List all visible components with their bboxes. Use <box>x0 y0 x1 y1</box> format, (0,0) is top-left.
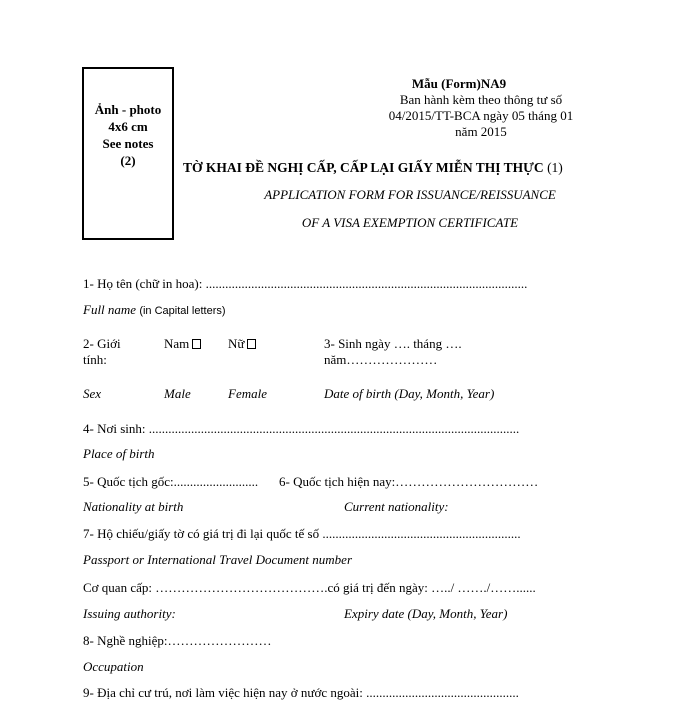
title-note-ref: (1) <box>547 160 563 175</box>
dob-field[interactable]: 3- Sinh ngày …. tháng …. <box>324 336 462 351</box>
nationality-birth-field[interactable]: 5- Quốc tịch gốc:.......................... <box>83 474 259 489</box>
dob-year-field[interactable]: năm………………… <box>324 352 438 367</box>
issuance-note <box>378 92 584 140</box>
form-code: Mẫu (Form)NA9 <box>411 76 507 91</box>
title-english-line-1: APPLICATION FORM FOR ISSUANCE/REISSUANCE <box>264 187 556 202</box>
sex-label-en: Sex <box>83 386 102 401</box>
expiry-date-label-en: Expiry date (Day, Month, Year) <box>344 606 508 621</box>
male-option[interactable] <box>164 336 201 352</box>
title-vn-text: TỜ KHAI ĐỀ NGHỊ CẤP, CẤP LẠI GIẤY MIỄN THỊ THỰC <box>183 160 544 175</box>
male-label-vn: Nam <box>164 336 190 351</box>
issuance-line-1: Ban hành kèm theo thông tư số <box>399 92 563 107</box>
sex-label-vn: 2- Giới <box>83 336 121 351</box>
title-english-line-2: OF A VISA EXEMPTION CERTIFICATE <box>301 215 519 230</box>
full-name-field[interactable]: 1- Họ tên (chữ in hoa): ................................................................................................... <box>83 276 528 291</box>
sex-label-vn-2: tính: <box>83 352 107 367</box>
photo-see-notes: See notes <box>102 136 154 151</box>
dob-label-en: Date of birth (Day, Month, Year) <box>324 386 495 401</box>
occupation-label-en: Occupation <box>83 659 144 674</box>
male-label-en: Male <box>164 386 191 401</box>
full-name-en: Full name <box>83 302 137 317</box>
foreign-address-field[interactable]: 9- Địa chỉ cư trú, nơi làm việc hiện nay ở nước ngoài: ............................................... <box>83 685 519 700</box>
female-label-vn: Nữ <box>228 336 245 351</box>
title-vietnamese <box>183 160 563 176</box>
photo-instructions <box>84 101 172 169</box>
photo-line: Ảnh - photo <box>94 102 162 117</box>
full-name-label-en <box>83 302 226 318</box>
female-label-en: Female <box>228 386 267 401</box>
nationality-birth-label-en: Nationality at birth <box>83 499 184 514</box>
passport-number-field[interactable]: 7- Hộ chiếu/giấy tờ có giá trị đi lại quốc tế số ............................................................. <box>83 526 521 541</box>
current-nationality-label-en: Current nationality: <box>344 499 449 514</box>
female-checkbox[interactable] <box>247 339 256 349</box>
capital-letters-note: (in Capital letters) <box>139 305 226 317</box>
female-option[interactable] <box>228 336 256 352</box>
photo-note-ref: (2) <box>120 153 136 168</box>
place-of-birth-label-en: Place of birth <box>83 446 155 461</box>
issuing-authority-label-en: Issuing authority: <box>83 606 176 621</box>
photo-size: 4x6 cm <box>108 119 148 134</box>
issuance-line-2: 04/2015/TT-BCA ngày 05 tháng 01 <box>388 108 574 123</box>
passport-label-en: Passport or International Travel Document number <box>83 552 353 567</box>
issuing-authority-field[interactable]: Cơ quan cấp: ………………………………….có giá trị đến ngày: …../ ……./……...... <box>83 580 536 595</box>
male-checkbox[interactable] <box>192 339 201 349</box>
current-nationality-field[interactable]: 6- Quốc tịch hiện nay:…………………………… <box>279 474 539 489</box>
occupation-field[interactable]: 8- Nghề nghiệp:…………………… <box>83 633 272 648</box>
issuance-line-3: năm 2015 <box>455 124 507 139</box>
place-of-birth-field[interactable]: 4- Nơi sinh: .................................................................................................................. <box>83 421 520 436</box>
